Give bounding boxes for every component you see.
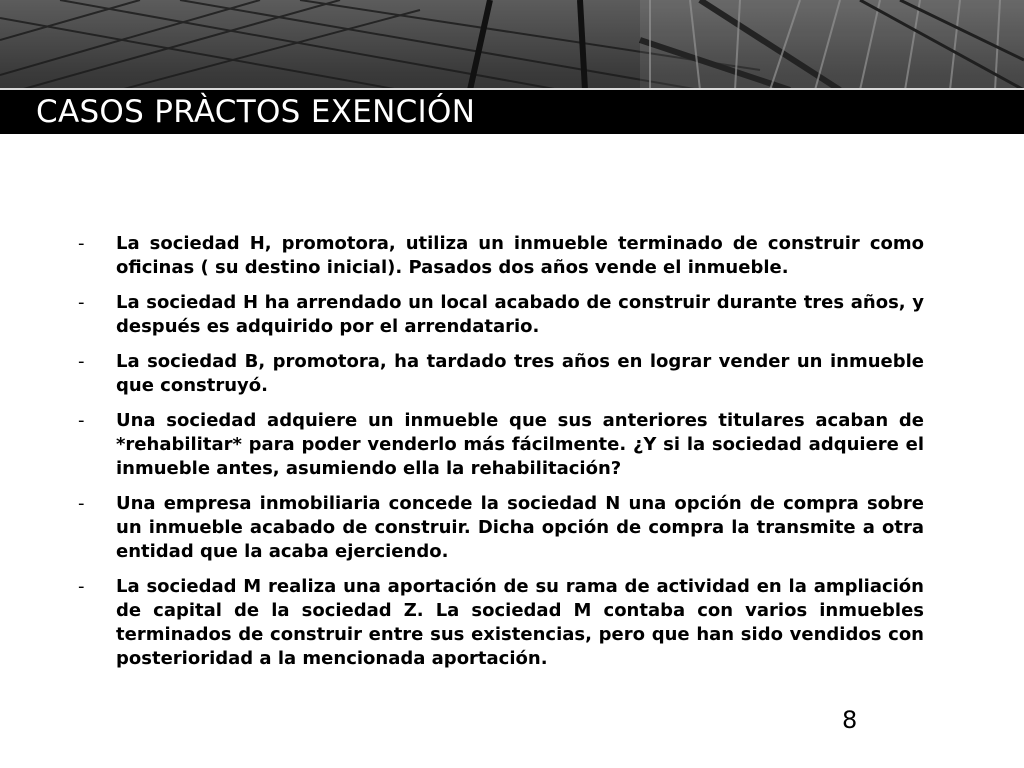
page-number: 8 xyxy=(842,706,858,734)
list-item-text: Una empresa inmobiliaria concede la sociedad N una opción de compra sobre un inmueble acabado de construir. Dicha opción de compra la transmite a otra entidad que la acaba ejerciendo. xyxy=(116,493,924,562)
bullet-dash: - xyxy=(78,292,85,313)
bullet-dash: - xyxy=(78,576,85,597)
bullet-dash: - xyxy=(78,351,85,372)
list-item xyxy=(78,575,924,671)
list-item-text: La sociedad H ha arrendado un local acabado de construir durante tres años, y después es adquirido por el arrendatario. xyxy=(116,292,924,337)
list-item xyxy=(78,291,924,339)
title-bar xyxy=(0,88,1024,134)
bullet-dash: - xyxy=(78,493,85,514)
list-item-text: La sociedad M realiza una aportación de su rama de actividad en la ampliación de capital de la sociedad Z. La sociedad M contaba con varios inmuebles terminados de construir entre sus existencias, pero que han sido vendidos con posterioridad a la mencionada aportación. xyxy=(116,576,924,669)
bullet-dash: - xyxy=(78,233,85,254)
list-item xyxy=(78,350,924,398)
list-item xyxy=(78,409,924,481)
list-item-text: La sociedad H, promotora, utiliza un inmueble terminado de construir como oficinas ( su destino inicial). Pasados dos años vende el inmueble. xyxy=(116,233,924,278)
bullet-dash: - xyxy=(78,410,85,431)
list-item-text: La sociedad B, promotora, ha tardado tres años en lograr vender un inmueble que construyó. xyxy=(116,351,924,396)
bullet-list xyxy=(78,232,924,682)
header-banner-image xyxy=(0,0,1024,134)
slide-title: CASOS PRÀCTOS EXENCIÓN xyxy=(36,94,476,130)
list-item-text: Una sociedad adquiere un inmueble que sus anteriores titulares acaban de *rehabilitar* para poder venderlo más fácilmente. ¿Y si la sociedad adquiere el inmueble antes, asumiendo ella la rehabilitación? xyxy=(116,410,924,479)
list-item xyxy=(78,232,924,280)
list-item xyxy=(78,492,924,564)
